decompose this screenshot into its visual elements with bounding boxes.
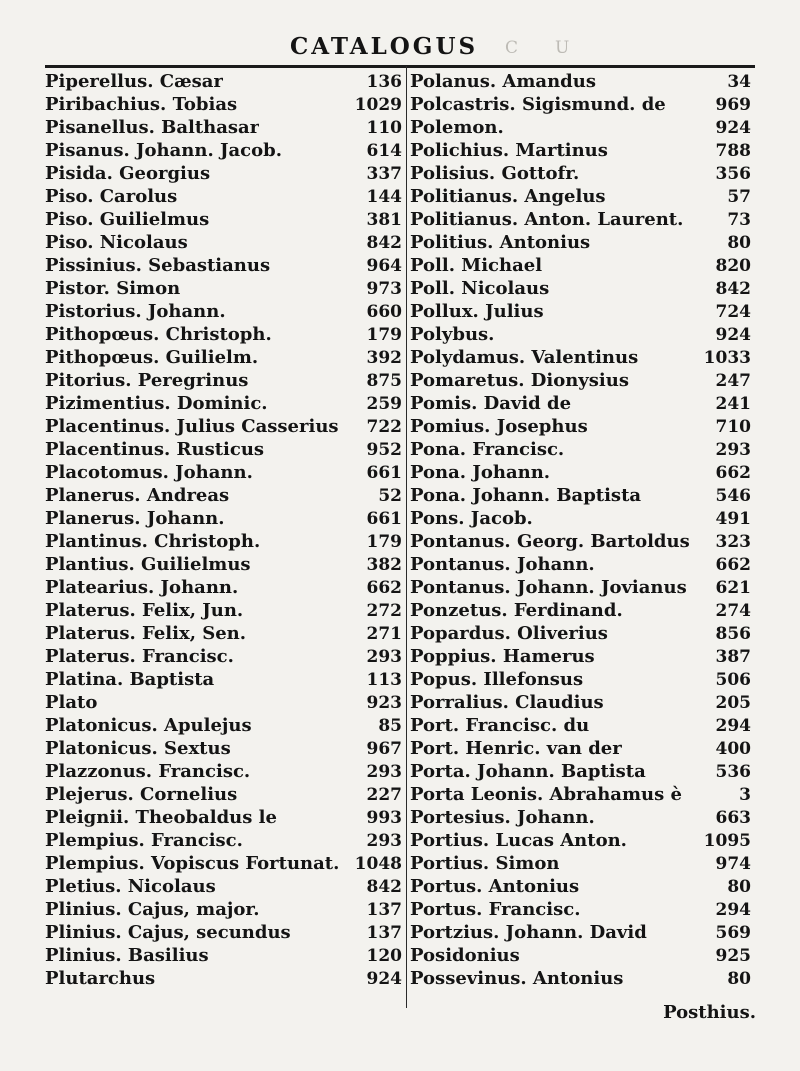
index-entry bbox=[410, 392, 755, 415]
index-entry bbox=[410, 760, 755, 783]
index-entry bbox=[45, 277, 406, 300]
index-entry bbox=[410, 829, 755, 852]
index-entry bbox=[410, 461, 755, 484]
entry-page-number: 925 bbox=[715, 946, 751, 966]
entry-page-number: 614 bbox=[366, 141, 402, 161]
entry-page-number: 294 bbox=[715, 900, 751, 920]
entry-page-number: 662 bbox=[366, 578, 402, 598]
index-entry bbox=[410, 599, 755, 622]
entry-name: Posidonius bbox=[410, 945, 520, 966]
entry-name: Portus. Francisc. bbox=[410, 899, 581, 920]
index-entry bbox=[410, 806, 755, 829]
index-entry bbox=[45, 346, 406, 369]
show-through-text: C bbox=[505, 38, 519, 58]
entry-page-number: 661 bbox=[366, 509, 402, 529]
entry-name: Polisius. Gottofr. bbox=[410, 163, 580, 184]
entry-page-number: 506 bbox=[715, 670, 751, 690]
entry-name: Politianus. Anton. Laurent. bbox=[410, 209, 684, 230]
index-entry bbox=[410, 645, 755, 668]
entry-name: Platearius. Johann. bbox=[45, 577, 239, 598]
entry-page-number: 3 bbox=[739, 785, 751, 805]
entry-page-number: 34 bbox=[727, 72, 751, 92]
index-entry bbox=[45, 944, 406, 967]
entry-page-number: 381 bbox=[366, 210, 402, 230]
entry-page-number: 241 bbox=[715, 394, 751, 414]
entry-page-number: 259 bbox=[366, 394, 402, 414]
entry-page-number: 179 bbox=[366, 325, 402, 345]
entry-name: Poll. Michael bbox=[410, 255, 543, 276]
entry-page-number: 120 bbox=[366, 946, 402, 966]
index-entry bbox=[45, 139, 406, 162]
index-entry bbox=[45, 783, 406, 806]
index-entry bbox=[45, 254, 406, 277]
index-entry bbox=[410, 507, 755, 530]
entry-name: Portesius. Johann. bbox=[410, 807, 595, 828]
entry-name: Pletius. Nicolaus bbox=[45, 876, 216, 897]
index-entry bbox=[410, 139, 755, 162]
entry-page-number: 73 bbox=[727, 210, 751, 230]
index-entry bbox=[45, 415, 406, 438]
index-entry bbox=[410, 898, 755, 921]
entry-page-number: 80 bbox=[727, 877, 751, 897]
entry-name: Piribachius. Tobias bbox=[45, 94, 238, 115]
index-entry bbox=[45, 438, 406, 461]
entry-page-number: 387 bbox=[715, 647, 751, 667]
entry-page-number: 964 bbox=[366, 256, 402, 276]
index-entry bbox=[410, 162, 755, 185]
entry-name: Polcastris. Sigismund. de bbox=[410, 94, 666, 115]
entry-name: Pithopœus. Christoph. bbox=[45, 324, 272, 345]
entry-name: Pleignii. Theobaldus le bbox=[45, 807, 277, 828]
entry-page-number: 323 bbox=[715, 532, 751, 552]
entry-page-number: 662 bbox=[715, 463, 751, 483]
index-entry bbox=[45, 714, 406, 737]
entry-name: Planerus. Johann. bbox=[45, 508, 225, 529]
entry-page-number: 993 bbox=[366, 808, 402, 828]
index-entry bbox=[410, 714, 755, 737]
entry-page-number: 205 bbox=[715, 693, 751, 713]
index-entry bbox=[410, 277, 755, 300]
entry-page-number: 969 bbox=[715, 95, 751, 115]
entry-name: Pithopœus. Guilielm. bbox=[45, 347, 259, 368]
index-entry bbox=[410, 875, 755, 898]
entry-name: Pizimentius. Dominic. bbox=[45, 393, 268, 414]
entry-page-number: 179 bbox=[366, 532, 402, 552]
entry-page-number: 621 bbox=[715, 578, 751, 598]
entry-name: Plempius. Vopiscus Fortunat. bbox=[45, 853, 340, 874]
right-index-column bbox=[410, 70, 755, 990]
entry-page-number: 247 bbox=[715, 371, 751, 391]
entry-name: Plejerus. Cornelius bbox=[45, 784, 238, 805]
entry-name: Politius. Antonius bbox=[410, 232, 591, 253]
entry-name: Platerus. Francisc. bbox=[45, 646, 234, 667]
index-entry bbox=[45, 323, 406, 346]
entry-page-number: 842 bbox=[715, 279, 751, 299]
entry-name: Polemon. bbox=[410, 117, 504, 138]
entry-page-number: 856 bbox=[715, 624, 751, 644]
entry-name: Piso. Guilielmus bbox=[45, 209, 210, 230]
entry-name: Pontanus. Johann. bbox=[410, 554, 595, 575]
index-entry bbox=[410, 70, 755, 93]
entry-name: Pona. Johann. bbox=[410, 462, 551, 483]
entry-name: Pisanus. Johann. Jacob. bbox=[45, 140, 282, 161]
entry-page-number: 356 bbox=[715, 164, 751, 184]
entry-name: Piso. Nicolaus bbox=[45, 232, 188, 253]
index-entry bbox=[45, 231, 406, 254]
entry-page-number: 293 bbox=[715, 440, 751, 460]
entry-name: Popus. Illefonsus bbox=[410, 669, 584, 690]
entry-name: Pona. Johann. Baptista bbox=[410, 485, 642, 506]
entry-name: Popardus. Oliverius bbox=[410, 623, 608, 644]
index-entry bbox=[410, 553, 755, 576]
catchword: Posthius. bbox=[663, 1002, 756, 1023]
index-entry bbox=[45, 392, 406, 415]
index-entry bbox=[410, 944, 755, 967]
entry-page-number: 967 bbox=[366, 739, 402, 759]
index-entry bbox=[410, 300, 755, 323]
entry-name: Pisanellus. Balthasar bbox=[45, 117, 260, 138]
index-entry bbox=[45, 507, 406, 530]
entry-page-number: 274 bbox=[715, 601, 751, 621]
entry-page-number: 400 bbox=[715, 739, 751, 759]
entry-page-number: 293 bbox=[366, 831, 402, 851]
entry-page-number: 57 bbox=[727, 187, 751, 207]
index-entry bbox=[410, 323, 755, 346]
entry-name: Pomaretus. Dionysius bbox=[410, 370, 629, 391]
entry-name: Platerus. Felix, Sen. bbox=[45, 623, 247, 644]
entry-page-number: 875 bbox=[366, 371, 402, 391]
index-entry bbox=[45, 806, 406, 829]
entry-name: Plutarchus bbox=[45, 968, 156, 989]
entry-name: Plato bbox=[45, 692, 98, 713]
entry-name: Pomius. Josephus bbox=[410, 416, 588, 437]
entry-name: Porralius. Claudius bbox=[410, 692, 604, 713]
entry-page-number: 1029 bbox=[354, 95, 402, 115]
entry-name: Pomis. David de bbox=[410, 393, 572, 414]
index-entry bbox=[45, 70, 406, 93]
index-entry bbox=[45, 162, 406, 185]
entry-page-number: 382 bbox=[366, 555, 402, 575]
index-entry bbox=[410, 852, 755, 875]
index-entry bbox=[410, 254, 755, 277]
entry-page-number: 1048 bbox=[354, 854, 402, 874]
entry-name: Platerus. Felix, Jun. bbox=[45, 600, 244, 621]
running-header-title: CATALOGUS bbox=[290, 33, 479, 60]
entry-page-number: 110 bbox=[366, 118, 402, 138]
index-entry bbox=[45, 208, 406, 231]
entry-name: Polichius. Martinus bbox=[410, 140, 608, 161]
entry-name: Platonicus. Apulejus bbox=[45, 715, 252, 736]
entry-name: Possevinus. Antonius bbox=[410, 968, 624, 989]
entry-name: Pontanus. Johann. Jovianus bbox=[410, 577, 687, 598]
index-entry bbox=[410, 415, 755, 438]
index-entry bbox=[45, 967, 406, 990]
index-entry bbox=[45, 898, 406, 921]
entry-page-number: 923 bbox=[366, 693, 402, 713]
index-entry bbox=[410, 622, 755, 645]
column-divider bbox=[406, 66, 407, 1008]
entry-page-number: 724 bbox=[715, 302, 751, 322]
entry-page-number: 491 bbox=[715, 509, 751, 529]
index-entry bbox=[45, 576, 406, 599]
entry-page-number: 974 bbox=[715, 854, 751, 874]
entry-name: Pistorius. Johann. bbox=[45, 301, 226, 322]
index-entry bbox=[410, 484, 755, 507]
entry-page-number: 293 bbox=[366, 647, 402, 667]
entry-page-number: 137 bbox=[366, 923, 402, 943]
entry-page-number: 660 bbox=[366, 302, 402, 322]
entry-name: Pona. Francisc. bbox=[410, 439, 565, 460]
entry-page-number: 569 bbox=[715, 923, 751, 943]
entry-page-number: 227 bbox=[366, 785, 402, 805]
left-index-column bbox=[45, 70, 406, 990]
entry-page-number: 924 bbox=[715, 325, 751, 345]
entry-page-number: 80 bbox=[727, 233, 751, 253]
entry-name: Porta. Johann. Baptista bbox=[410, 761, 646, 782]
index-entry bbox=[45, 530, 406, 553]
index-entry bbox=[410, 438, 755, 461]
entry-page-number: 392 bbox=[366, 348, 402, 368]
entry-name: Placotomus. Johann. bbox=[45, 462, 253, 483]
index-entry bbox=[410, 208, 755, 231]
entry-page-number: 136 bbox=[366, 72, 402, 92]
index-entry bbox=[410, 921, 755, 944]
show-through-text: U bbox=[555, 38, 570, 58]
index-entry bbox=[45, 461, 406, 484]
entry-name: Plazzonus. Francisc. bbox=[45, 761, 251, 782]
index-entry bbox=[410, 691, 755, 714]
entry-page-number: 842 bbox=[366, 233, 402, 253]
index-entry bbox=[45, 760, 406, 783]
entry-name: Pontanus. Georg. Bartoldus bbox=[410, 531, 690, 552]
index-entry bbox=[45, 369, 406, 392]
entry-name: Poppius. Hamerus bbox=[410, 646, 595, 667]
entry-name: Placentinus. Julius Casserius bbox=[45, 416, 339, 437]
entry-page-number: 536 bbox=[715, 762, 751, 782]
entry-name: Politianus. Angelus bbox=[410, 186, 606, 207]
entry-page-number: 85 bbox=[378, 716, 402, 736]
entry-name: Pons. Jacob. bbox=[410, 508, 533, 529]
index-entry bbox=[45, 852, 406, 875]
entry-name: Polybus. bbox=[410, 324, 495, 345]
index-entry bbox=[410, 576, 755, 599]
entry-name: Plantius. Guilielmus bbox=[45, 554, 251, 575]
entry-page-number: 820 bbox=[715, 256, 751, 276]
entry-page-number: 842 bbox=[366, 877, 402, 897]
entry-page-number: 710 bbox=[715, 417, 751, 437]
entry-page-number: 272 bbox=[366, 601, 402, 621]
entry-name: Pitorius. Peregrinus bbox=[45, 370, 249, 391]
index-entry bbox=[410, 737, 755, 760]
entry-name: Platina. Baptista bbox=[45, 669, 215, 690]
entry-page-number: 924 bbox=[715, 118, 751, 138]
index-entry bbox=[45, 185, 406, 208]
entry-name: Planerus. Andreas bbox=[45, 485, 230, 506]
entry-name: Plempius. Francisc. bbox=[45, 830, 243, 851]
index-entry bbox=[45, 737, 406, 760]
entry-page-number: 137 bbox=[366, 900, 402, 920]
index-entry bbox=[45, 645, 406, 668]
entry-name: Polanus. Amandus bbox=[410, 71, 596, 92]
entry-name: Portius. Lucas Anton. bbox=[410, 830, 627, 851]
entry-name: Plinius. Cajus, secundus bbox=[45, 922, 291, 943]
index-entry bbox=[410, 231, 755, 254]
entry-page-number: 663 bbox=[715, 808, 751, 828]
entry-page-number: 662 bbox=[715, 555, 751, 575]
entry-page-number: 294 bbox=[715, 716, 751, 736]
entry-page-number: 337 bbox=[366, 164, 402, 184]
index-entry bbox=[410, 967, 755, 990]
entry-name: Porta Leonis. Abrahamus è bbox=[410, 784, 682, 805]
index-entry bbox=[410, 369, 755, 392]
entry-page-number: 144 bbox=[366, 187, 402, 207]
entry-page-number: 973 bbox=[366, 279, 402, 299]
index-entry bbox=[410, 530, 755, 553]
entry-name: Piperellus. Cæsar bbox=[45, 71, 223, 92]
index-entry bbox=[45, 691, 406, 714]
entry-name: Piso. Carolus bbox=[45, 186, 178, 207]
entry-name: Plinius. Cajus, major. bbox=[45, 899, 260, 920]
index-entry bbox=[45, 484, 406, 507]
entry-name: Plinius. Basilius bbox=[45, 945, 209, 966]
entry-page-number: 952 bbox=[366, 440, 402, 460]
entry-name: Portius. Simon bbox=[410, 853, 560, 874]
index-entry bbox=[45, 668, 406, 691]
entry-page-number: 80 bbox=[727, 969, 751, 989]
entry-name: Port. Henric. van der bbox=[410, 738, 622, 759]
entry-page-number: 271 bbox=[366, 624, 402, 644]
entry-page-number: 293 bbox=[366, 762, 402, 782]
index-entry bbox=[45, 93, 406, 116]
index-entry bbox=[410, 185, 755, 208]
entry-name: Ponzetus. Ferdinand. bbox=[410, 600, 623, 621]
entry-page-number: 788 bbox=[715, 141, 751, 161]
entry-name: Plantinus. Christoph. bbox=[45, 531, 261, 552]
index-entry bbox=[410, 93, 755, 116]
entry-name: Pistor. Simon bbox=[45, 278, 181, 299]
entry-page-number: 113 bbox=[366, 670, 402, 690]
index-entry bbox=[45, 875, 406, 898]
entry-name: Polydamus. Valentinus bbox=[410, 347, 639, 368]
entry-name: Placentinus. Rusticus bbox=[45, 439, 265, 460]
entry-name: Pisida. Georgius bbox=[45, 163, 211, 184]
index-entry bbox=[45, 921, 406, 944]
header-rule bbox=[45, 65, 755, 68]
entry-name: Pollux. Julius bbox=[410, 301, 544, 322]
entry-page-number: 52 bbox=[378, 486, 402, 506]
index-entry bbox=[45, 622, 406, 645]
entry-page-number: 1095 bbox=[703, 831, 751, 851]
entry-page-number: 924 bbox=[366, 969, 402, 989]
entry-name: Platonicus. Sextus bbox=[45, 738, 231, 759]
entry-name: Pissinius. Sebastianus bbox=[45, 255, 271, 276]
index-entry bbox=[45, 300, 406, 323]
entry-name: Port. Francisc. du bbox=[410, 715, 590, 736]
index-entry bbox=[45, 599, 406, 622]
entry-page-number: 722 bbox=[366, 417, 402, 437]
index-entry bbox=[410, 783, 755, 806]
entry-name: Portzius. Johann. David bbox=[410, 922, 647, 943]
index-entry bbox=[410, 346, 755, 369]
entry-page-number: 1033 bbox=[703, 348, 751, 368]
entry-page-number: 661 bbox=[366, 463, 402, 483]
index-entry bbox=[45, 116, 406, 139]
entry-name: Poll. Nicolaus bbox=[410, 278, 550, 299]
index-entry bbox=[45, 829, 406, 852]
entry-page-number: 546 bbox=[715, 486, 751, 506]
index-entry bbox=[45, 553, 406, 576]
entry-name: Portus. Antonius bbox=[410, 876, 580, 897]
index-entry bbox=[410, 668, 755, 691]
index-entry bbox=[410, 116, 755, 139]
